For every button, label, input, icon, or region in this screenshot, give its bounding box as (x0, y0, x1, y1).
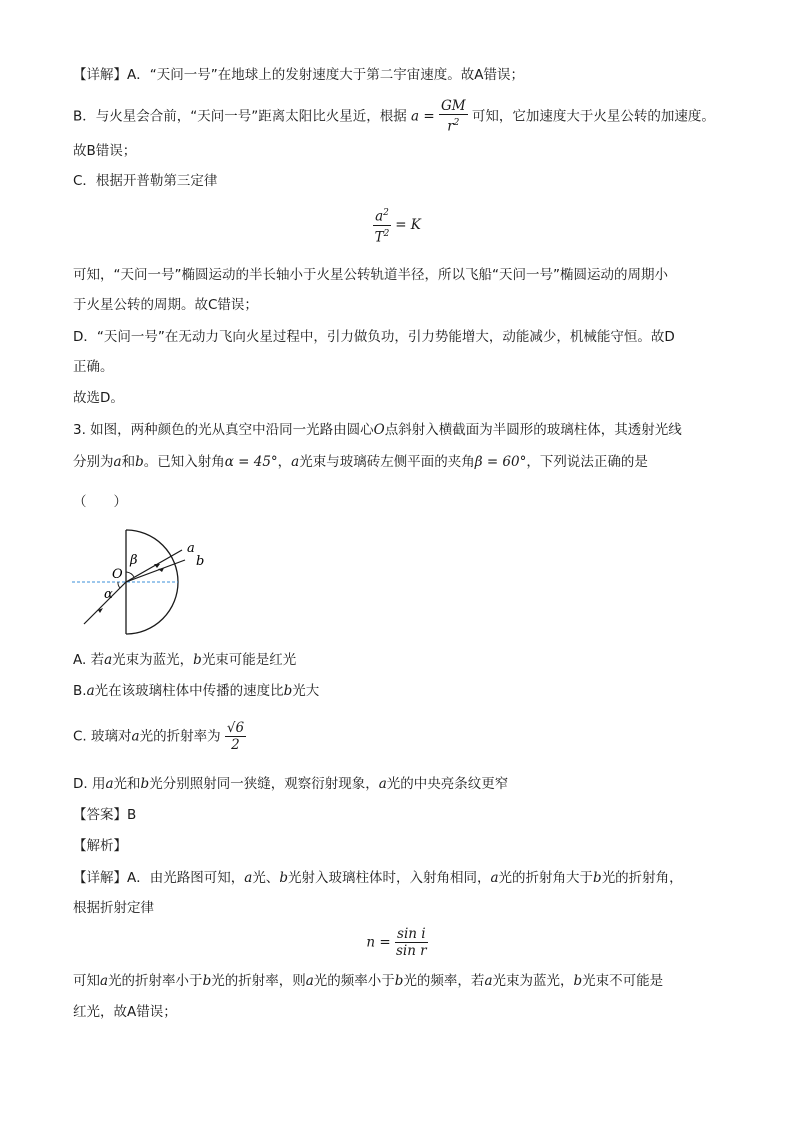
option-b: B.a光在该玻璃柱体中传播的速度比b光大 (73, 683, 320, 699)
label-origin: O (112, 567, 123, 582)
explain-choice: 故选D。 (73, 390, 124, 406)
question-3-paren: （ ） (73, 494, 127, 510)
explain-line-d: D．“天问一号”在无动力飞向火星过程中，引力做负功，引力势能增大，动能减少，机械能守恒。故D (73, 329, 675, 345)
explain-line-d2: 正确。 (73, 359, 114, 375)
analysis-line2: 根据折射定律 (73, 900, 154, 916)
beta-arc (126, 572, 134, 577)
kepler-formula: $\frac{a^2}{T^2}$ = K (0, 205, 794, 245)
explain-line-c3: 于火星公转的周期。故C错误； (73, 297, 258, 313)
optics-diagram (70, 528, 220, 638)
formula-gm-over-r2: $\frac{GM}{r^2}$ (441, 98, 466, 135)
label-alpha: α (104, 587, 113, 602)
explain-line-a: 【详解】A．“天问一号”在地球上的发射速度大于第二宇宙速度。故A错误； (73, 67, 524, 83)
explain-line-b-end: 故B错误； (73, 143, 137, 159)
option-c: C. 玻璃对a光的折射率为 $\frac{√6}{2}$ (73, 720, 245, 753)
refraction-formula: n = $\frac{\text{sin i}}{\text{sin r}}$ (366, 926, 427, 959)
answer: 【答案】B (73, 807, 137, 823)
question-3-line2: 分别为a和b。已知入射角α = 45°，a光束与玻璃砖左侧平面的夹角β = 60°，下列说法正确的是 (73, 454, 648, 470)
analysis-line4: 红光，故A错误； (73, 1004, 177, 1020)
explain-line-b: B．与火星会合前，“天问一号”距离太阳比火星近，根据 a = $\frac{GM}{r^2}$ 可知，它加速度大于火星公转的加速度。 (73, 98, 715, 135)
alpha-arc (118, 582, 120, 588)
explain-line-c: C．根据开普勒第三定律 (73, 173, 218, 189)
analysis-heading: 【解析】 (73, 838, 127, 854)
option-a: A. 若a光束为蓝光，b光束可能是红光 (73, 652, 297, 668)
option-d: D. 用a光和b光分别照射同一狭缝，观察衍射现象，a光的中央亮条纹更窄 (73, 776, 509, 792)
label-a: a (187, 541, 195, 556)
analysis-line3: 可知a光的折射率小于b光的折射率，则a光的频率小于b光的频率，若a光束为蓝光，b光束不可能是 (73, 973, 664, 989)
label-beta: β (130, 553, 138, 568)
label-b: b (196, 554, 205, 569)
question-3-line1: 3. 如图，两种颜色的光从真空中沿同一光路由圆心O点斜射入横截面为半圆形的玻璃柱体，其透射光线 (73, 422, 682, 438)
explain-line-c2: 可知，“天问一号”椭圆运动的半长轴小于火星公转轨道半径，所以飞船“天问一号”椭圆运动的周期小 (73, 267, 668, 283)
analysis-line1: 【详解】A．由光路图可知，a光、b光射入玻璃柱体时，入射角相同，a光的折射角大于b光的折射角， (73, 870, 683, 886)
